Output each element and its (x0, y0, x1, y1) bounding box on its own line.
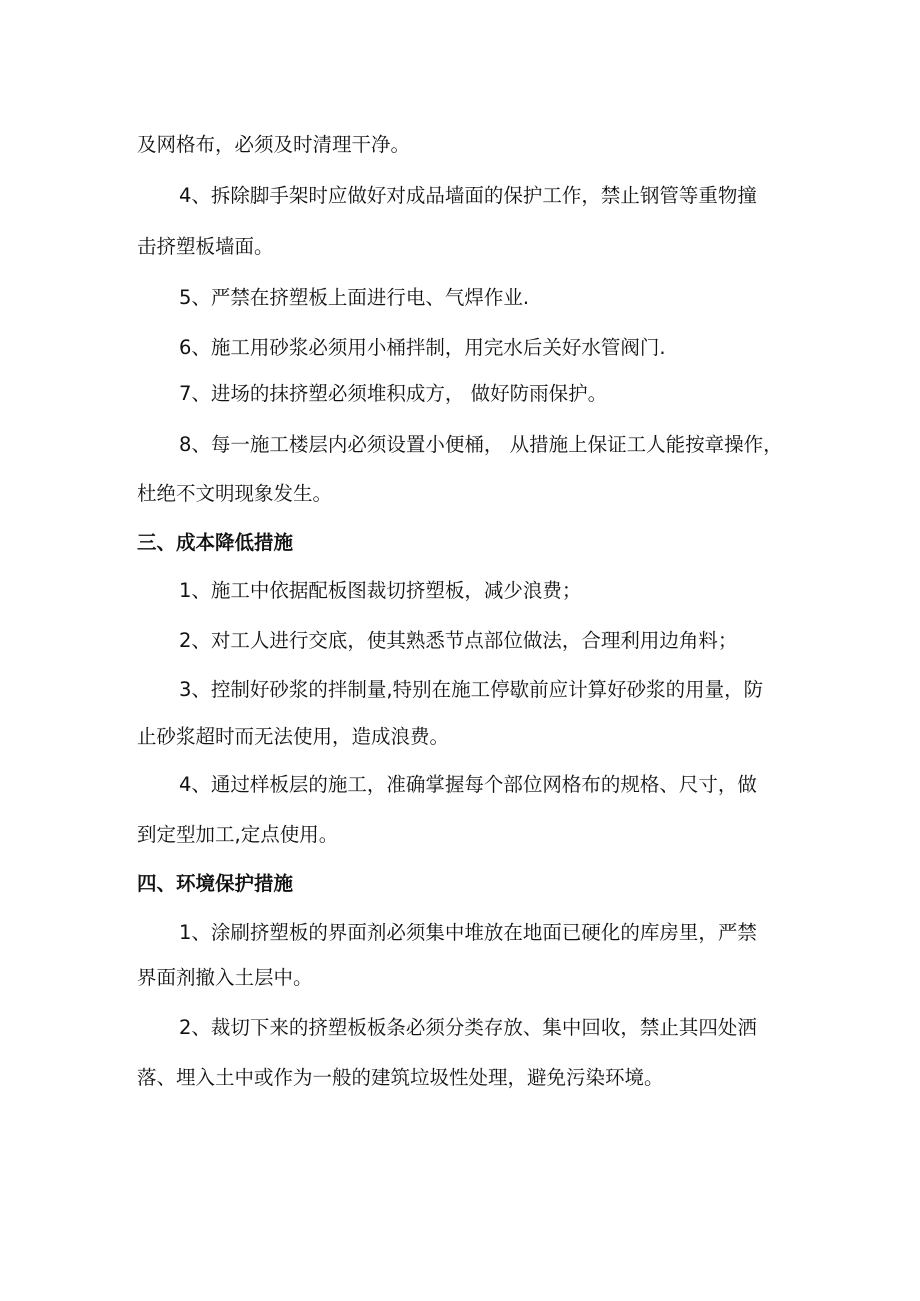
text-line: 6、施工用砂浆必须用小桶拌制，用完水后关好水管阀门. (179, 336, 666, 359)
text-line: 落、埋入土中或作为一般的建筑垃圾性处理，避免污染环境。 (137, 1066, 664, 1089)
text-line: 界面剂撤入土层中。 (137, 966, 313, 989)
text-line: 及网格布，必须及时清理干净。 (137, 133, 411, 156)
text-line: 2、对工人进行交底，使其熟悉节点部位做法，合理利用边角料； (179, 629, 738, 652)
text-line: 4、通过样板层的施工，准确掌握每个部位网格布的规格、尺寸，做 (179, 773, 757, 796)
text-line: 5、严禁在挤塑板上面进行电、气焊作业. (179, 286, 530, 309)
text-line: 止砂浆超时而无法使用，造成浪费。 (137, 725, 450, 748)
text-line: 到定型加工,定点使用。 (137, 823, 339, 846)
text-line: 7、进场的抹挤塑必须堆积成方， 做好防雨保护。 (179, 382, 608, 405)
text-line: 杜绝不文明现象发生。 (137, 482, 333, 505)
text-line: 4、拆除脚手架时应做好对成品墙面的保护工作，禁止钢管等重物撞 (179, 184, 757, 207)
section-heading: 三、成本降低措施 (137, 531, 294, 554)
text-line: 1、施工中依据配板图裁切挤塑板，减少浪费； (179, 579, 582, 602)
text-line: 8、每一施工楼层内必须设置小便桶， 从措施上保证工人能按章操作， (179, 433, 783, 456)
section-heading: 四、环境保护措施 (137, 872, 294, 895)
text-line: 1、涂刷挤塑板的界面剂必须集中堆放在地面已硬化的库房里，严禁 (179, 921, 757, 944)
text-line: 3、控制好砂浆的拌制量,特别在施工停歇前应计算好砂浆的用量，防 (179, 678, 764, 701)
text-line: 击挤塑板墙面。 (137, 235, 274, 258)
text-line: 2、裁切下来的挤塑板板条必须分类存放、集中回收，禁止其四处洒 (179, 1016, 757, 1039)
